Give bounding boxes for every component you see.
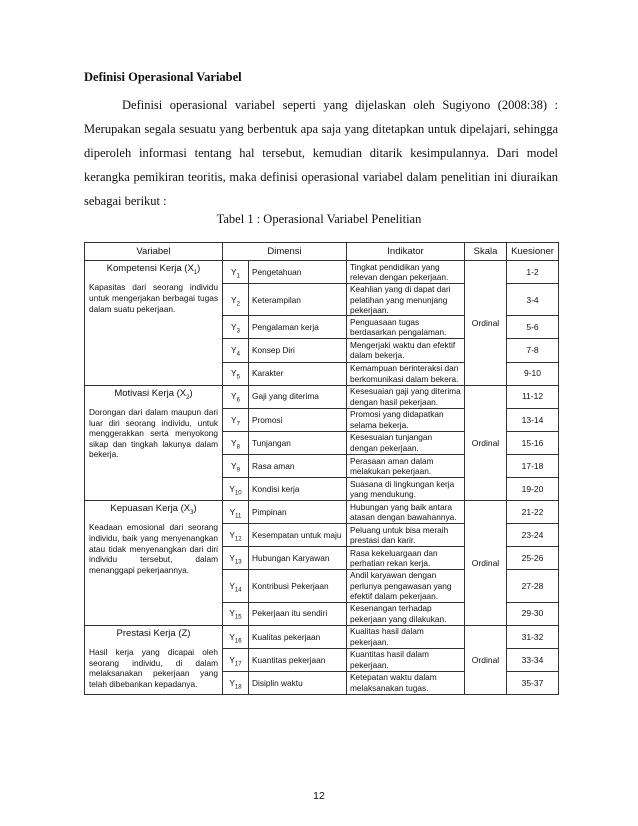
dimension-code [223,501,249,524]
dimension-code-letter: Y [229,580,235,591]
table-header-row [85,243,559,261]
intro-paragraph [84,93,558,213]
header-dimensi: Dimensi [223,243,347,261]
questionnaire-items: 25-26 [507,547,559,570]
variable-name-text: Kepuasan Kerja (X [110,503,191,515]
questionnaire-items: 9-10 [507,362,559,385]
dimension-name: Kondisi kerja [249,477,347,500]
dimension-code [223,625,249,648]
dimension-code-subscript: 16 [234,638,242,645]
dimension-code [223,454,249,477]
dimension-code-letter: Y [229,483,235,494]
dimension-code-letter: Y [231,345,237,356]
indicator: Kualitas hasil dalam pekerjaan. [347,625,465,648]
table-row [85,501,559,524]
dimension-code [223,547,249,570]
questionnaire-items: 35-37 [507,671,559,694]
dimension-code [223,408,249,431]
dimension-code-letter: Y [229,631,235,642]
operational-variable-table [84,242,559,695]
variable-cell [85,501,223,626]
dimension-name: Kualitas pekerjaan [249,625,347,648]
dimension-code [223,261,249,284]
dimension-name: Rasa aman [249,454,347,477]
dimension-code-subscript: 7 [236,421,240,428]
indicator: Kemampuan berinteraksi dan berkomunikasi dalam bekera. [347,362,465,385]
dimension-name: Karakter [249,362,347,385]
dimension-name: Disiplin waktu [249,671,347,694]
variable-cell [85,261,223,386]
dimension-code-letter: Y [231,391,237,402]
dimension-code [223,477,249,500]
indicator: Penguasaan tugas berdasarkan pengalaman. [347,316,465,339]
header-kuesioner: Kuesioner [507,243,559,261]
variable-description: Dorongan dari dalam maupun dari luar diri seorang individu, untuk menggerakkan serta menyokong sikap dan tingkah lakunya dalam bekerja. [89,407,218,460]
table-row [85,385,559,408]
dimension-code-subscript: 1 [236,273,240,280]
questionnaire-items: 31-32 [507,625,559,648]
dimension-name: Hubungan Karyawan [249,547,347,570]
questionnaire-items: 7-8 [507,339,559,362]
variable-cell [85,385,223,500]
indicator: Tingkat pendidikan yang relevan dengan pekerjaan. [347,261,465,284]
dimension-code-letter: Y [231,294,237,305]
indicator: Promosi yang didapatkan selama bekerja. [347,408,465,431]
dimension-code-subscript: 13 [234,559,242,566]
header-variabel: Variabel [85,243,223,261]
variable-name [89,389,218,399]
dimension-code [223,362,249,385]
indicator: Hubungan yang baik antara atasan dengan bawahannya. [347,501,465,524]
variable-name-end: ) [193,503,197,515]
indicator: Kesenangan terhadap pekerjaan yang dilakukan. [347,602,465,625]
indicator: Andil karyawan dengan perlunya pengawasan yang efektif dalam pekerjaan. [347,570,465,602]
header-indikator: Indikator [347,243,465,261]
questionnaire-items: 19-20 [507,477,559,500]
dimension-code [223,316,249,339]
questionnaire-items: 23-24 [507,524,559,547]
dimension-code-subscript: 5 [236,375,240,381]
variable-name-text: Motivasi Kerja (X [114,387,187,399]
dimension-code-letter: Y [229,654,235,665]
variable-description: Kapasitas dari seorang individu untuk mengerjakan berbagai tugas dalam suatu pekerjaan. [89,282,218,314]
variable-name-subscript: 3 [190,509,194,516]
dimension-code-letter: Y [229,530,235,540]
dimension-code-letter: Y [229,506,236,517]
section-heading: Definisi Operasional Variabel [84,70,242,84]
questionnaire-items: 29-30 [507,602,559,625]
dimension-code-subscript: 10 [234,490,242,497]
indicator: Peluang untuk bisa meraih prestasi dan karir. [347,524,465,547]
dimension-code-subscript: 17 [234,661,242,668]
dimension-code-subscript: 14 [234,587,242,594]
scale-cell: Ordinal [465,385,507,500]
variable-name-subscript: 2 [186,394,190,401]
dimension-code-subscript: 3 [236,328,240,335]
dimension-code [223,339,249,362]
dimension-code [223,284,249,316]
table-row [85,625,559,648]
variable-name-subscript: 1 [193,269,198,276]
questionnaire-items: 33-34 [507,648,559,671]
indicator: Perasaan aman dalam melakukan pekerjaan. [347,454,465,477]
questionnaire-items: 21-22 [507,501,559,524]
scale-cell: Ordinal [465,501,507,626]
dimension-code-subscript: 8 [236,444,240,451]
variable-description: Keadaan emosional dari seorang individu, baik yang menyenangkan atau tidak menyenangkan dari diri individu tersebut, dalam menanggapi pekerjaannya. [89,522,218,575]
dimension-name: Kuantitas pekerjaan [249,648,347,671]
dimension-code [223,602,249,625]
dimension-name: Konsep Diri [249,339,347,362]
page-number: 12 [313,790,325,802]
dimension-code [223,431,249,454]
variable-name-end: ) [197,263,201,274]
header-skala: Skala [465,243,507,261]
dimension-code-letter: Y [231,368,237,379]
dimension-name: Gaji yang diterima [249,385,347,408]
dimension-code-letter: Y [231,414,237,425]
dimension-code-letter: Y [231,437,237,448]
scale-cell: Ordinal [465,261,507,386]
questionnaire-items: 5-6 [507,316,559,339]
questionnaire-items: 15-16 [507,431,559,454]
variable-name-end: ) [189,387,193,399]
questionnaire-items: 3-4 [507,284,559,316]
dimension-code-subscript: 11 [235,513,242,520]
dimension-code-letter: Y [229,608,235,619]
dimension-code-subscript: 18 [234,684,242,691]
table-row [85,261,559,284]
dimension-code-letter: Y [231,266,237,277]
dimension-code-subscript: 15 [234,615,242,622]
dimension-code-subscript: 4 [236,351,240,358]
intro-paragraph-text: Definisi operasional variabel seperti yang dijelaskan oleh Sugiyono (2008:38) : Merupakan segala sesuatu yang berbentuk apa saja yang ditetapkan untuk dipelajari, sehingga diperoleh informasi tentang hal tersebut, kemudian ditarik kesimpulannya. Dari model kerangka pemikiran teoritis, maka definisi operasional variabel dalam penelitian ini diuraikan sebagai berikut : [84,98,558,208]
variable-name-text: Kompetensi Kerja (X [106,263,194,274]
variable-cell [85,625,223,694]
dimension-code-subscript: 2 [236,301,240,308]
indicator: Mengerjaki waktu dan efektif dalam bekerja. [347,339,465,362]
scale-cell: Ordinal [465,625,507,694]
variable-name [89,504,218,514]
dimension-code-letter: Y [231,460,237,471]
variable-name [89,264,218,274]
dimension-name: Kontribusi Pekerjaan [249,570,347,602]
indicator: Kesesuaian tunjangan dengan pekerjaan. [347,431,465,454]
dimension-name: Promosi [249,408,347,431]
dimension-code [223,671,249,694]
indicator: Rasa kekeluargaan dan perhatian rekan kerja. [347,547,465,570]
table-caption: Tabel 1 : Operasional Variabel Penelitian [216,212,422,226]
variable-name [89,629,218,639]
indicator: Kuantitas hasil dalam pekerjaan. [347,648,465,671]
dimension-name: Tunjangan [249,431,347,454]
indicator: Kesesuaian gaji yang diterima dengan hasil pekerjaan. [347,385,465,408]
questionnaire-items: 27-28 [507,570,559,602]
dimension-name: Pekerjaan itu sendiri [249,602,347,625]
dimension-code-subscript: 12 [234,536,242,543]
dimension-code-letter: Y [229,677,235,688]
dimension-name: Kesempatan untuk maju [249,524,347,547]
dimension-code [223,648,249,671]
table-body [85,261,559,695]
dimension-code-letter: Y [231,322,237,333]
dimension-name: Pengalaman kerja [249,316,347,339]
dimension-code-subscript: 6 [236,398,240,405]
variable-name-text: Prestasi Kerja (Z) [116,627,191,639]
questionnaire-items: 11-12 [507,385,559,408]
questionnaire-items: 17-18 [507,454,559,477]
indicator: Keahlian yang di dapat dari pelatihan yang menunjang pekerjaan. [347,284,465,316]
dimension-code [223,524,249,547]
dimension-name: Pengetahuan [249,261,347,284]
questionnaire-items: 13-14 [507,408,559,431]
dimension-code-letter: Y [229,553,235,564]
indicator: Ketepatan waktu dalam melaksanakan tugas. [347,671,465,694]
variable-description: Hasil kerja yang dicapai oleh seorang individu, di dalam melaksanakan pekerjaan yang telah dibebankan kepadanya. [89,647,218,689]
dimension-code-subscript: 9 [236,467,240,474]
indicator: Suasana di lingkungan kerja yang mendukung. [347,477,465,500]
dimension-name: Pimpinan [249,501,347,524]
dimension-code [223,385,249,408]
questionnaire-items: 1-2 [507,261,559,284]
dimension-code [223,570,249,602]
dimension-name: Keterampilan [249,284,347,316]
